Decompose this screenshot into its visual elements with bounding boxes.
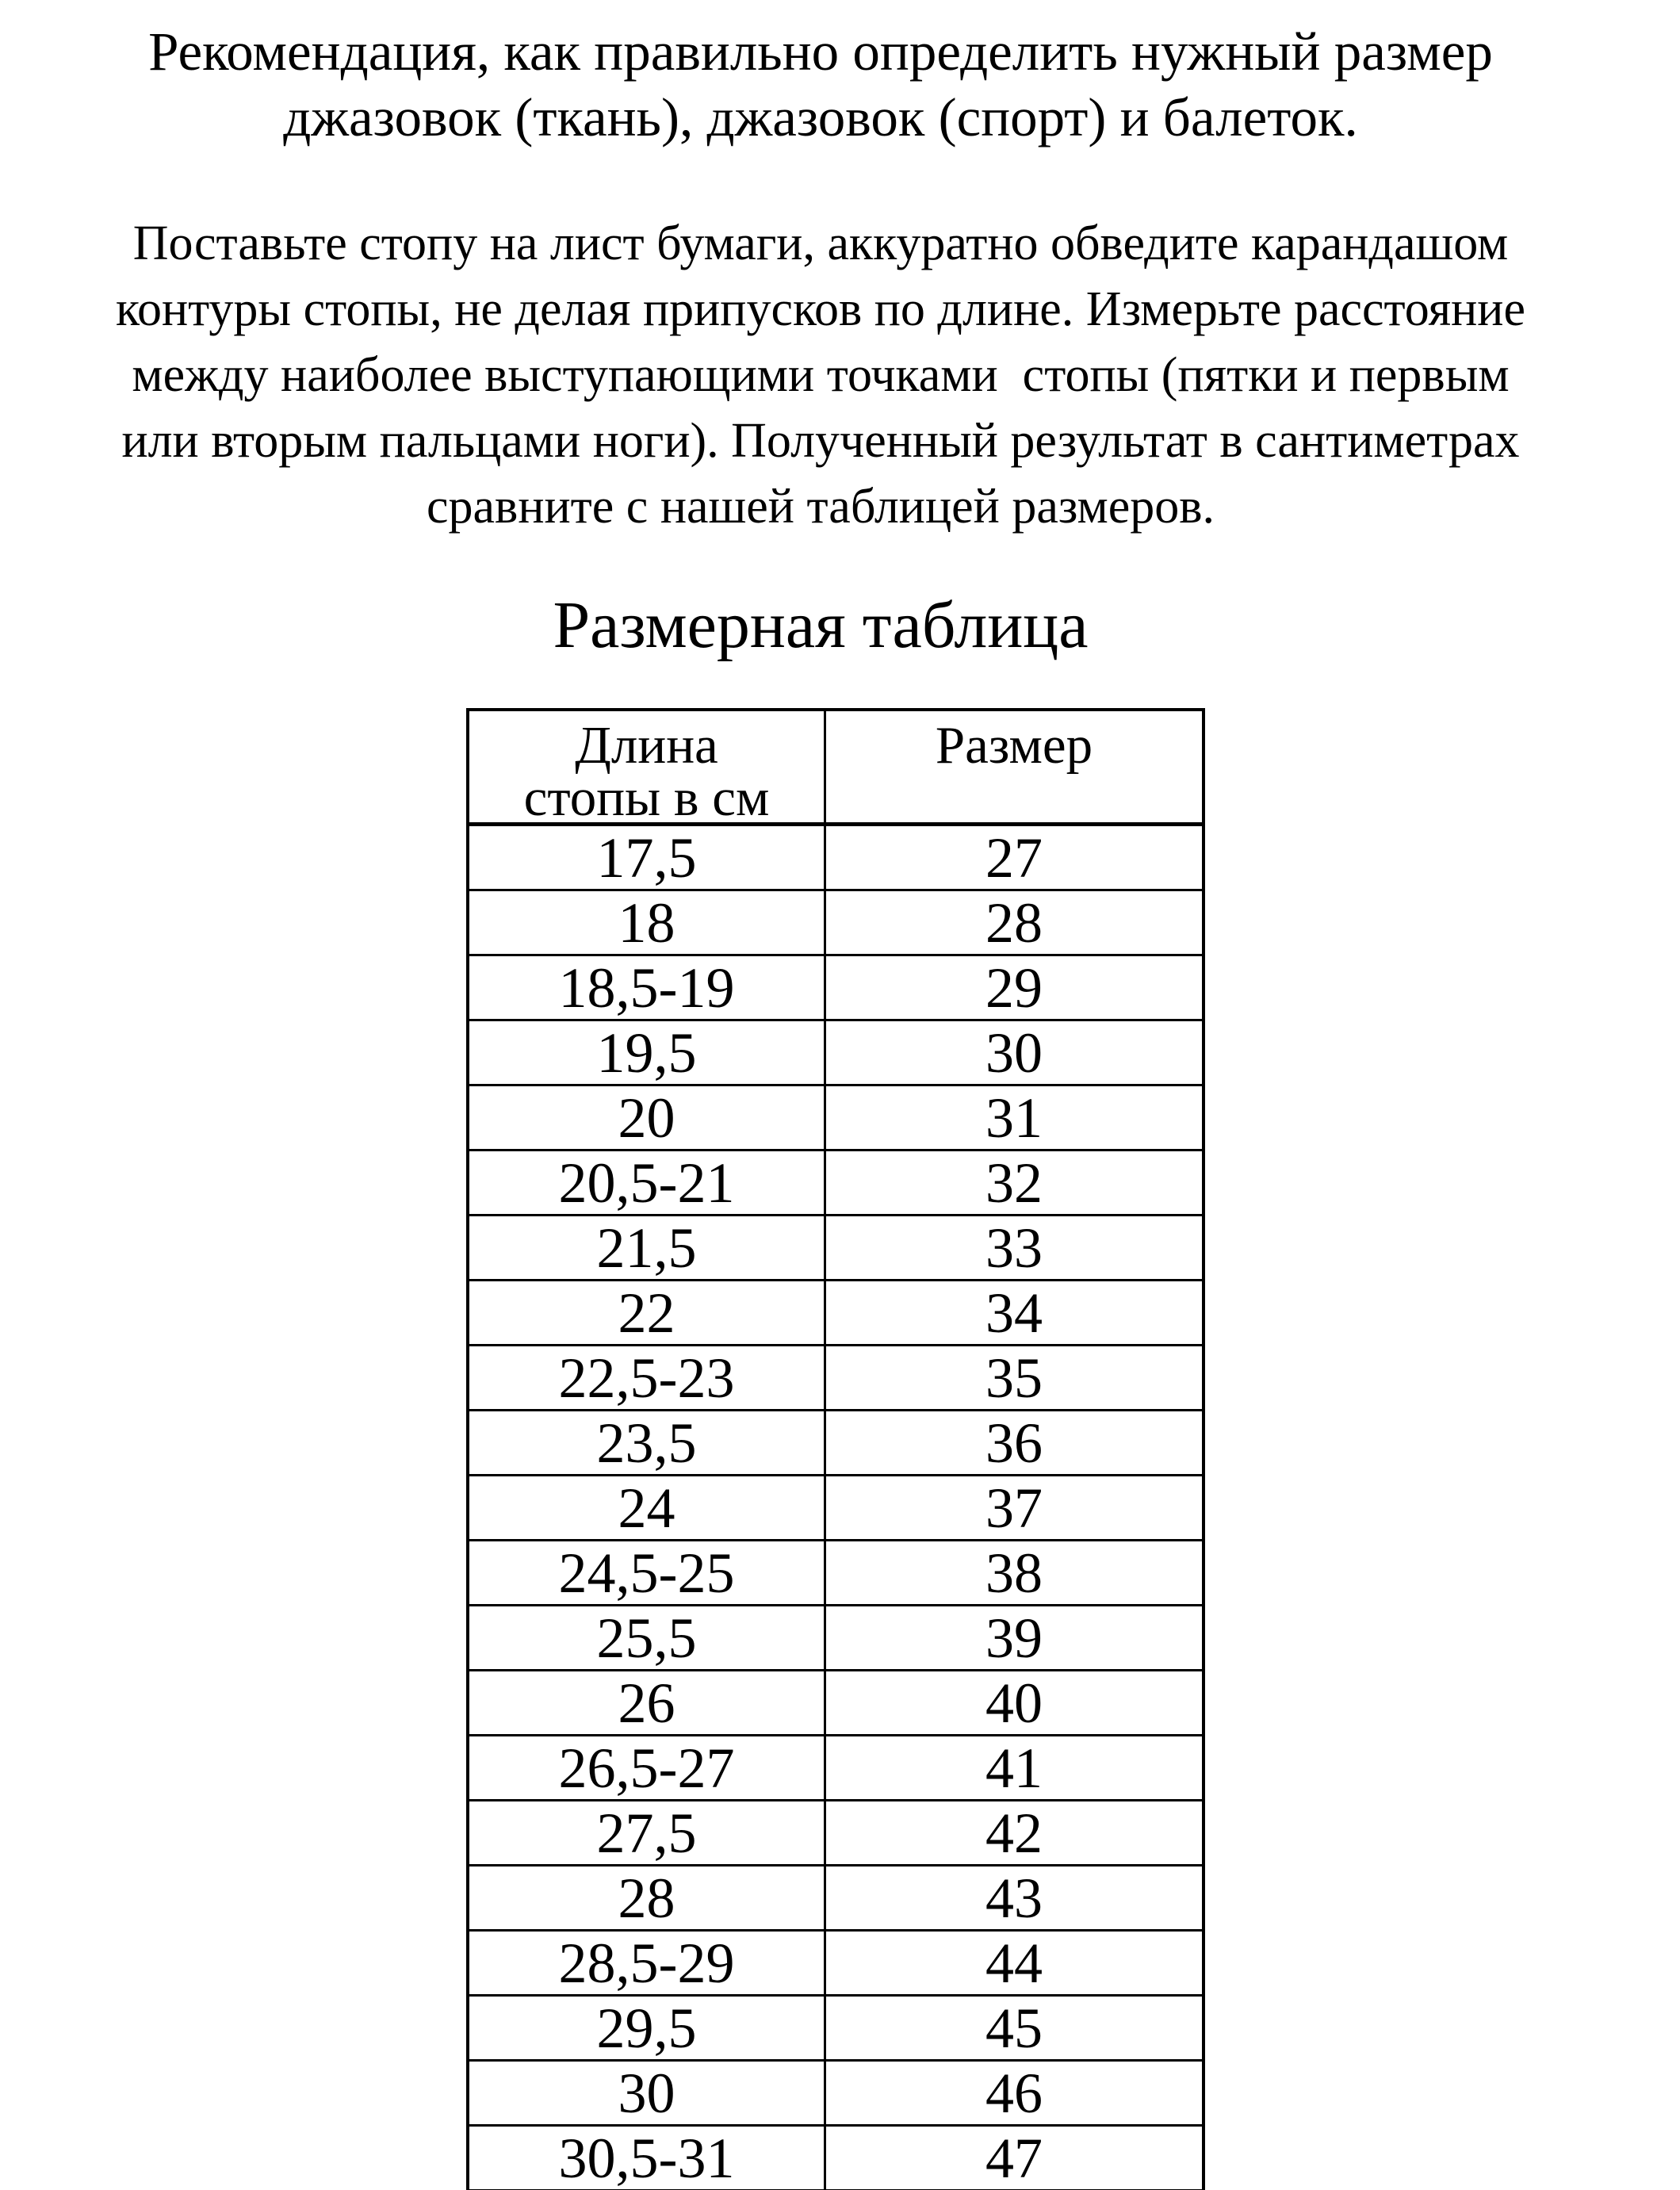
intro-paragraph-line: Поставьте стопу на лист бумаги, аккуратно обведите карандашом (132, 216, 1509, 270)
foot-length-cell: 29,5 (469, 1997, 826, 2059)
size-table-body (469, 826, 1202, 2190)
foot-length-cell: 25,5 (469, 1606, 826, 1669)
intro-paragraph-line: между наиболее выступающими точками стопы (пятки и первым (132, 348, 1510, 402)
header-foot-length-line2: стопы в см (523, 768, 770, 827)
size-table-row (469, 1281, 1202, 1346)
foot-length-cell: 30 (469, 2062, 826, 2124)
foot-length-cell: 21,5 (469, 1216, 826, 1279)
intro-paragraph-line: контуры стопы, не делая припусков по длине. Измерьте расстояние (115, 282, 1526, 336)
size-table-row (469, 1932, 1202, 1997)
size-table-row (469, 1866, 1202, 1932)
foot-length-cell: 20 (469, 1086, 826, 1149)
size-table-header-row (469, 711, 1202, 826)
intro-paragraph-line: сравните с нашей таблицей размеров. (427, 480, 1215, 534)
size-table-row (469, 1801, 1202, 1866)
foot-length-cell: 20,5-21 (469, 1151, 826, 1214)
document-content (0, 0, 1641, 665)
foot-length-cell: 26 (469, 1671, 826, 1734)
header-cell-size (826, 711, 1202, 822)
shoe-size-cell: 31 (985, 1085, 1043, 1150)
shoe-size-cell: 39 (985, 1606, 1043, 1670)
size-table-row (469, 956, 1202, 1021)
size-table (466, 708, 1205, 2190)
intro-paragraph-line: или вторым пальцами ноги). Полученный результат в сантиметрах (121, 414, 1520, 468)
foot-length-cell: 22 (469, 1281, 826, 1344)
shoe-size-cell: 29 (985, 955, 1043, 1020)
size-table-row (469, 2127, 1202, 2190)
shoe-size-cell: 27 (985, 825, 1043, 890)
foot-length-cell: 23,5 (469, 1411, 826, 1474)
shoe-size-cell: 45 (985, 1996, 1043, 2060)
foot-length-cell: 24,5-25 (469, 1541, 826, 1604)
size-table-row (469, 1086, 1202, 1151)
shoe-size-cell: 47 (985, 2126, 1043, 2190)
size-table-row (469, 1541, 1202, 1606)
size-table-row (469, 1151, 1202, 1216)
foot-length-cell: 28 (469, 1866, 826, 1929)
size-table-row (469, 1346, 1202, 1411)
size-table-row (469, 1671, 1202, 1736)
size-table-row (469, 1606, 1202, 1671)
size-table-row (469, 1997, 1202, 2062)
foot-length-cell: 24 (469, 1476, 826, 1539)
shoe-size-cell: 38 (985, 1541, 1043, 1605)
page-title-line: Рекомендация, как правильно определить нужный размер (148, 21, 1493, 82)
shoe-size-cell: 36 (985, 1411, 1043, 1475)
page-title-line: джазовок (ткань), джазовок (спорт) и балеток. (283, 87, 1358, 147)
foot-length-cell: 27,5 (469, 1801, 826, 1864)
size-table-row (469, 1411, 1202, 1476)
shoe-size-cell: 41 (985, 1736, 1043, 1800)
intro-paragraph (0, 211, 1641, 540)
size-table-heading: Размерная таблица (553, 588, 1089, 662)
foot-length-cell: 30,5-31 (469, 2127, 826, 2189)
shoe-size-cell: 32 (985, 1151, 1043, 1215)
header-size-label: Размер (935, 716, 1093, 775)
header-cell-foot-length (469, 711, 826, 827)
size-table-row (469, 891, 1202, 956)
shoe-size-cell: 40 (985, 1671, 1043, 1735)
shoe-size-cell: 44 (985, 1931, 1043, 1995)
foot-length-cell: 19,5 (469, 1021, 826, 1084)
size-table-row (469, 1216, 1202, 1281)
shoe-size-cell: 35 (985, 1346, 1043, 1410)
shoe-size-cell: 42 (985, 1801, 1043, 1865)
page-title (0, 0, 1641, 151)
size-table-row (469, 2062, 1202, 2127)
size-table-row (469, 826, 1202, 891)
shoe-size-cell: 33 (985, 1216, 1043, 1280)
foot-length-cell: 18 (469, 891, 826, 954)
shoe-size-cell: 30 (985, 1020, 1043, 1085)
foot-length-cell: 28,5-29 (469, 1932, 826, 1994)
shoe-size-cell: 28 (985, 890, 1043, 955)
foot-length-cell: 18,5-19 (469, 956, 826, 1019)
foot-length-cell: 17,5 (469, 826, 826, 889)
size-table-row (469, 1736, 1202, 1801)
foot-length-cell: 22,5-23 (469, 1346, 826, 1409)
size-table-row (469, 1021, 1202, 1086)
size-table-row (469, 1476, 1202, 1541)
header-foot-length-line1: Длина (575, 716, 718, 775)
shoe-size-cell: 34 (985, 1281, 1043, 1345)
shoe-size-cell: 46 (985, 2061, 1043, 2125)
shoe-size-cell: 37 (985, 1476, 1043, 1540)
shoe-size-cell: 43 (985, 1866, 1043, 1930)
foot-length-cell: 26,5-27 (469, 1736, 826, 1799)
